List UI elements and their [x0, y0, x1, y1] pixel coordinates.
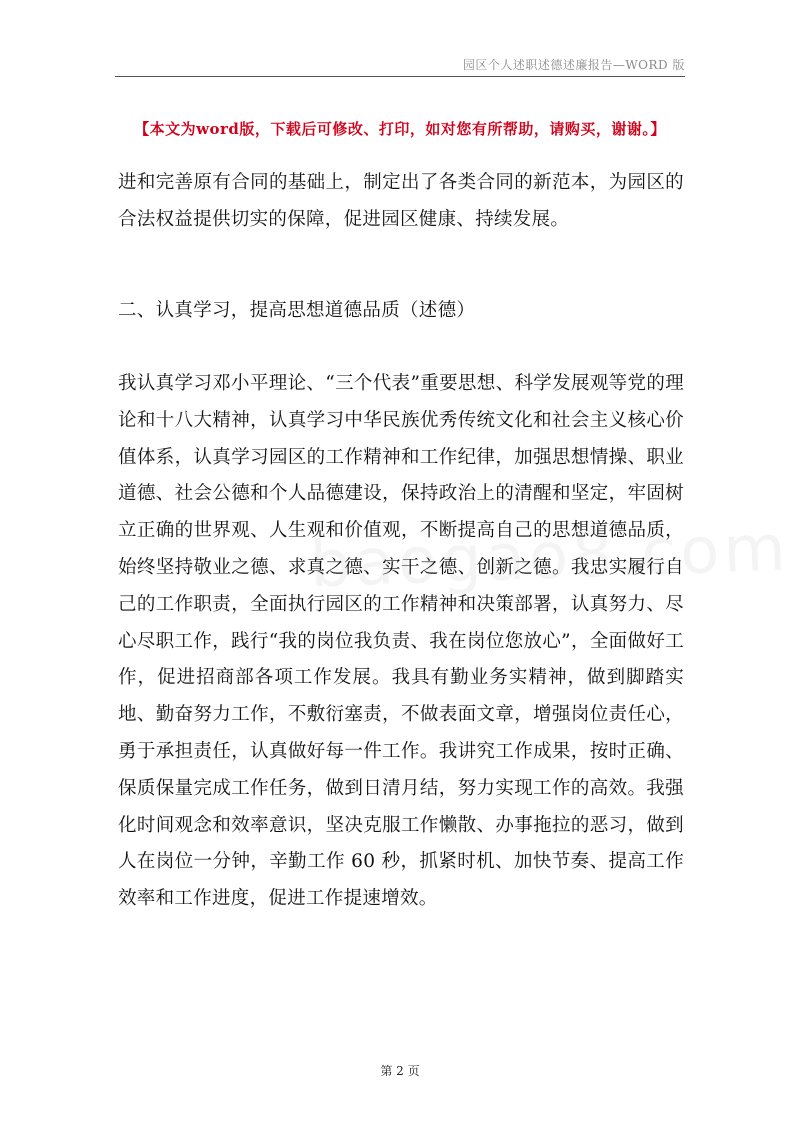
document-title: 园区个人述职述德述廉报告—WORD 版 [462, 58, 685, 72]
page-header [115, 54, 685, 77]
paragraph-continuation: 进和完善原有合同的基础上，制定出了各类合同的新范本，为园区的合法权益提供切实的保障，促进园区健康、持续发展。 [118, 172, 684, 230]
page-number: 第 2 页 [380, 1064, 420, 1078]
paragraph-morality: 我认真学习邓小平理论、“三个代表”重要思想、科学发展观等党的理论和十八大精神，认真学习中华民族优秀传统文化和社会主义核心价值体系，认真学习园区的工作精神和工作纪律，加强思想情操、职业道德、社会公德和个人品德建设，保持政治上的清醒和坚定，牢固树立正确的世界观、人生观和价值观，不断提高自己的思想道德品质，始终坚持敬业之德、求真之德、实干之德、创新之德。我忠实履行自己的工作职责，全面执行园区的工作精神和决策部署，认真努力、尽心尽职工作，践行“我的岗位我负责、我在岗位您放心”，全面做好工作，促进招商部各项工作发展。我具有勤业务实精神，做到脚踏实地、勤奋努力工作，不敷衍塞责，不做表面文章，增强岗位责任心，勇于承担责任，认真做好每一件工作。我讲究工作成果，按时正确、保质保量完成工作任务，做到日清月结，努力实现工作的高效。我强化时间观念和效率意识，坚决克服工作懒散、办事拖拉的恶习，做到人在岗位一分钟，辛勤工作 60 秒，抓紧时机、加快节奏、提高工作效率和工作进度，促进工作提速增效。 [118, 373, 684, 910]
section-heading: 二、认真学习，提高思想道德品质（述德） [118, 300, 476, 321]
purchase-notice: 【本文为word版，下载后可修改、打印，如对您有所帮助，请购买，谢谢。】 [134, 120, 666, 138]
